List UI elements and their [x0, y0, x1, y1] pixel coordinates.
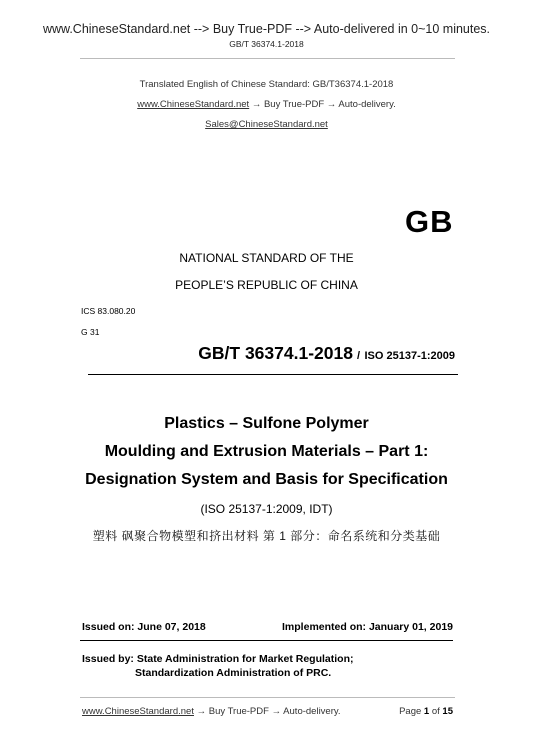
title-line3: Designation System and Basis for Specification: [85, 471, 448, 488]
translation-note: Translated English of Chinese Standard: GB/T36374.1-2018: [139, 79, 394, 90]
chinese-title: 塑料 砜聚合物模塑和挤出材料 第 1 部分：命名系统和分类基础: [92, 529, 441, 543]
page-number: 1: [423, 706, 430, 717]
page-of: of: [431, 706, 440, 717]
gb-standard-number: GB/T 36374.1-2018: [198, 343, 353, 363]
email-line: [0, 119, 533, 130]
issued-by-line2: Standardization Administration of PRC.: [135, 667, 332, 679]
national-standard-line1: NATIONAL STANDARD OF THE: [179, 251, 354, 265]
title-line2: Moulding and Extrusion Materials – Part 1:: [104, 443, 429, 460]
page-total: 15: [442, 706, 453, 717]
header-divider: [80, 58, 455, 59]
ics-code: ICS 83.080.20: [81, 306, 136, 316]
title-line1: Plastics – Sulfone Polymer: [164, 415, 369, 432]
footer-site-link[interactable]: www.ChineseStandard.net: [82, 706, 194, 717]
footer-divider: [80, 697, 455, 698]
dates-divider: [80, 640, 453, 641]
top-banner: www.ChineseStandard.net --> Buy True-PDF --> Auto-delivered in 0~10 minutes.: [42, 22, 491, 36]
ccs-code: G 31: [81, 327, 100, 337]
issued-by-line1: Issued by: State Administration for Market Regulation;: [82, 653, 354, 665]
email-link[interactable]: Sales@ChineseStandard.net: [205, 119, 328, 130]
national-standard-line2: PEOPLE’S REPUBLIC OF CHINA: [175, 278, 358, 292]
page-indicator: [399, 706, 453, 717]
iso-standard-number: ISO 25137-1:2009: [364, 350, 455, 362]
gb-logo: GB: [405, 204, 454, 239]
site-line-text: → Buy True-PDF → Auto-delivery.: [249, 99, 396, 110]
footer-site-line: [82, 706, 341, 717]
iso-equivalence: (ISO 25137-1:2009, IDT): [200, 502, 333, 516]
site-line: [0, 99, 533, 110]
standard-number: [198, 343, 455, 364]
standard-divider: [88, 374, 458, 375]
footer-site-text: → Buy True-PDF → Auto-delivery.: [193, 706, 341, 717]
site-link[interactable]: www.ChineseStandard.net: [137, 99, 250, 110]
implemented-date: Implemented on: January 01, 2019: [282, 621, 453, 633]
header-standard-code: GB/T 36374.1-2018: [229, 39, 304, 49]
standard-separator: /: [356, 350, 361, 362]
issued-date: Issued on: June 07, 2018: [82, 621, 206, 633]
page-label: Page: [399, 706, 422, 717]
